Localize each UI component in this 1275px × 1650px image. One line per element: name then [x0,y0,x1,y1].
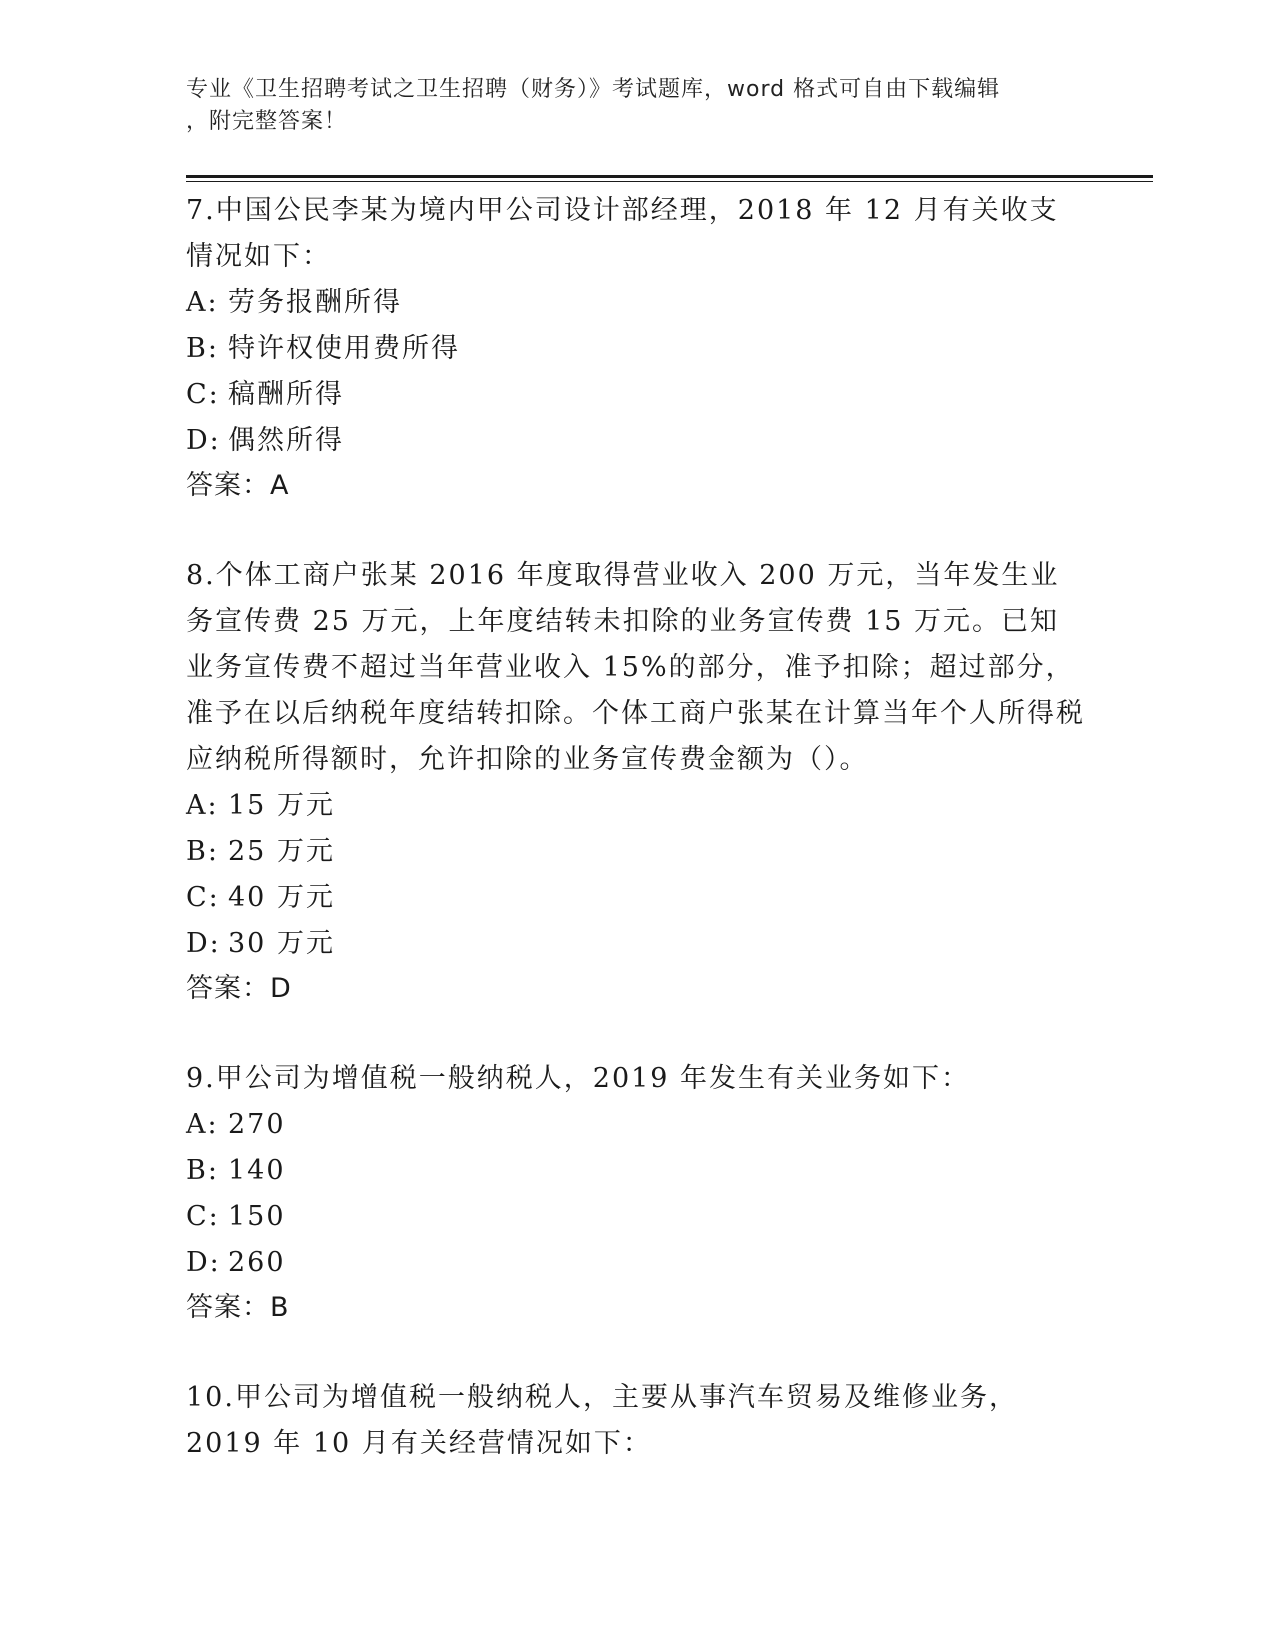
option-text: 15 万元 [228,790,335,821]
option-b [186,829,1086,875]
option-text: 特许权使用费所得 [228,333,460,364]
question-gap [186,508,1086,553]
option-key: B: [186,836,219,867]
header-line-1: 专业《卫生招聘考试之卫生招聘（财务）》考试题库，word 格式可自由下载编辑 [186,77,1001,102]
option-key: A: [186,1109,219,1140]
option-key: C: [186,1201,220,1232]
option-d [186,1240,1086,1286]
option-a [186,1102,1086,1148]
question-stem: 10.甲公司为增值税一般纳税人，主要从事汽车贸易及维修业务，2019 年 10 月有关经营情况如下： [186,1382,1018,1459]
option-key: C: [186,882,220,913]
question-7 [186,188,1086,508]
question-stem: 7.中国公民李某为境内甲公司设计部经理，2018 年 12 月有关收支情况如下： [186,195,1059,272]
option-b [186,326,1086,372]
header-divider-thick [186,175,1153,178]
option-text: 40 万元 [228,882,335,913]
option-text: 25 万元 [228,836,335,867]
option-key: D: [186,425,221,456]
option-key: C: [186,379,220,410]
question-gap [186,1330,1086,1375]
question-list [186,188,1086,1467]
answer-line: 答案：D [186,973,292,1004]
option-a [186,783,1086,829]
header-divider-thin [186,181,1153,182]
option-c [186,1194,1086,1240]
header-line-2: ，附完整答案！ [186,109,348,134]
answer-line: 答案：B [186,1292,290,1323]
option-key: B: [186,1155,219,1186]
question-10 [186,1375,1086,1467]
option-text: 140 [228,1155,286,1186]
option-a [186,280,1086,326]
option-text: 偶然所得 [228,425,344,456]
option-c [186,372,1086,418]
option-text: 270 [228,1109,286,1140]
option-d [186,921,1086,967]
option-text: 260 [228,1247,286,1278]
option-key: B: [186,333,219,364]
option-d [186,418,1086,464]
answer-line: 答案：A [186,470,290,501]
option-key: D: [186,928,221,959]
question-9 [186,1056,1086,1330]
option-b [186,1148,1086,1194]
option-key: D: [186,1247,221,1278]
question-8 [186,553,1086,1011]
option-text: 150 [228,1201,286,1232]
question-stem: 9.甲公司为增值税一般纳税人，2019 年发生有关业务如下： [186,1063,971,1094]
option-text: 劳务报酬所得 [228,287,402,318]
option-key: A: [186,287,219,318]
question-gap [186,1011,1086,1056]
option-key: A: [186,790,219,821]
document-header [186,74,1066,138]
option-text: 稿酬所得 [228,379,344,410]
option-text: 30 万元 [228,928,335,959]
option-c [186,875,1086,921]
question-stem: 8.个体工商户张某 2016 年度取得营业收入 200 万元，当年发生业务宣传费 25 万元，上年度结转未扣除的业务宣传费 15 万元。已知业务宣传费不超过当年营业收入 15%的部分，准予扣除；超过部分，准予在以后纳税年度结转扣除。个体工商户张某在计算当年个人所得税应纳税所得额时，允许扣除的业务宣传费金额为（）。 [186,560,1085,775]
